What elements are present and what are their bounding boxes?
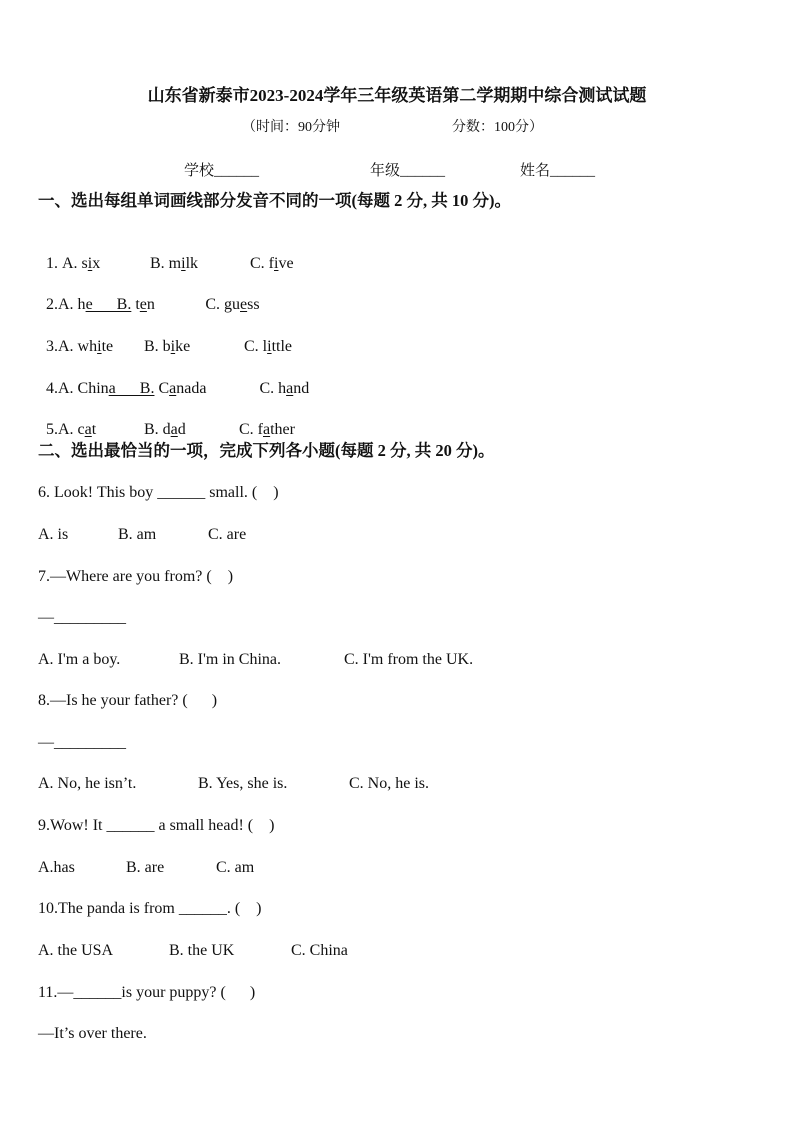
option-a: A. the USA [38, 942, 114, 959]
question-1: 1. A. six B. milk C. five [46, 255, 294, 272]
question-5: 5.A. cat B. dad C. father [46, 421, 295, 438]
option-c: C. father [239, 421, 295, 438]
question-6-stem: 6. Look! This boy ______ small. ( ) [38, 484, 279, 501]
option-b: B. milk [150, 255, 199, 272]
exam-time: （时间：90分钟 [242, 120, 340, 135]
question-11-answer: —It’s over there. [38, 1025, 147, 1042]
option-b: B. dad [144, 421, 186, 438]
option-b: ten [135, 296, 155, 313]
option-c: C. five [250, 255, 294, 272]
question-8-stem: 8.—Is he your father? ( ) [38, 692, 218, 709]
section2-heading: 二、选出最恰当的一项，完成下列各小题(每题 2 分, 共 20 分)。 [38, 441, 495, 460]
page-title: 山东省新泰市2023-2024学年三年级英语第二学期期中综合测试试题 [147, 86, 647, 105]
option-b: B. bike [144, 338, 191, 355]
option-b: B. the UK [169, 942, 235, 959]
option-a: A. cat [58, 421, 97, 438]
option-a: A. I'm a boy. [38, 651, 121, 668]
question-10-options [38, 941, 348, 961]
question-3: 3.A. white B. bike C. little [46, 338, 293, 355]
option-a: A. No, he isn’t. [38, 775, 137, 792]
option-c: C. are [208, 526, 247, 543]
section1-heading: 一、选出每组单词画线部分发音不同的一项(每题 2 分, 共 10 分)。 [38, 191, 511, 210]
school-field: 学校______ [184, 163, 260, 179]
grade-field: 年级______ [370, 163, 446, 179]
question-4: 4.A. China B. Canada C. hand [46, 380, 310, 397]
question-9-options [38, 858, 254, 878]
option-b: B. I'm in China. [179, 651, 281, 668]
option-c: C. China [291, 942, 348, 959]
question-6-options [38, 525, 246, 545]
option-c: C. little [244, 338, 293, 355]
option-c: C. No, he is. [349, 775, 429, 792]
question-10-stem: 10.The panda is from ______. ( ) [38, 900, 262, 917]
option-b: B. am [118, 526, 157, 543]
question-11-stem: 11.—______is your puppy? ( ) [38, 984, 256, 1001]
option-b: B. are [126, 859, 165, 876]
question-9-stem: 9.Wow! It ______ a small head! ( ) [38, 817, 275, 834]
question-8-blank: —_________ [38, 734, 126, 751]
option-c: C. am [216, 859, 255, 876]
option-a: A. China B. [58, 380, 155, 397]
option-b: B. Yes, she is. [198, 775, 288, 792]
name-field: 姓名______ [520, 163, 596, 179]
question-2: 2.A. he B. ten C. guess [46, 296, 260, 313]
question-7-blank: —_________ [38, 609, 126, 626]
option-a: A. is [38, 526, 69, 543]
option-c: C. hand [259, 380, 310, 397]
option-a: A. he B. [58, 296, 132, 313]
exam-score: 分数：100分） [452, 120, 543, 135]
option-c: C. I'm from the UK. [344, 651, 474, 668]
option-a: A. white [58, 338, 114, 355]
option-c: C. guess [205, 296, 260, 313]
option-a: A.has [38, 859, 75, 876]
question-7-options [38, 650, 473, 670]
question-8-options [38, 774, 429, 794]
option-b: Canada [158, 380, 207, 397]
question-7-stem: 7.—Where are you from? ( ) [38, 568, 234, 585]
option-a: A. six [62, 255, 101, 272]
